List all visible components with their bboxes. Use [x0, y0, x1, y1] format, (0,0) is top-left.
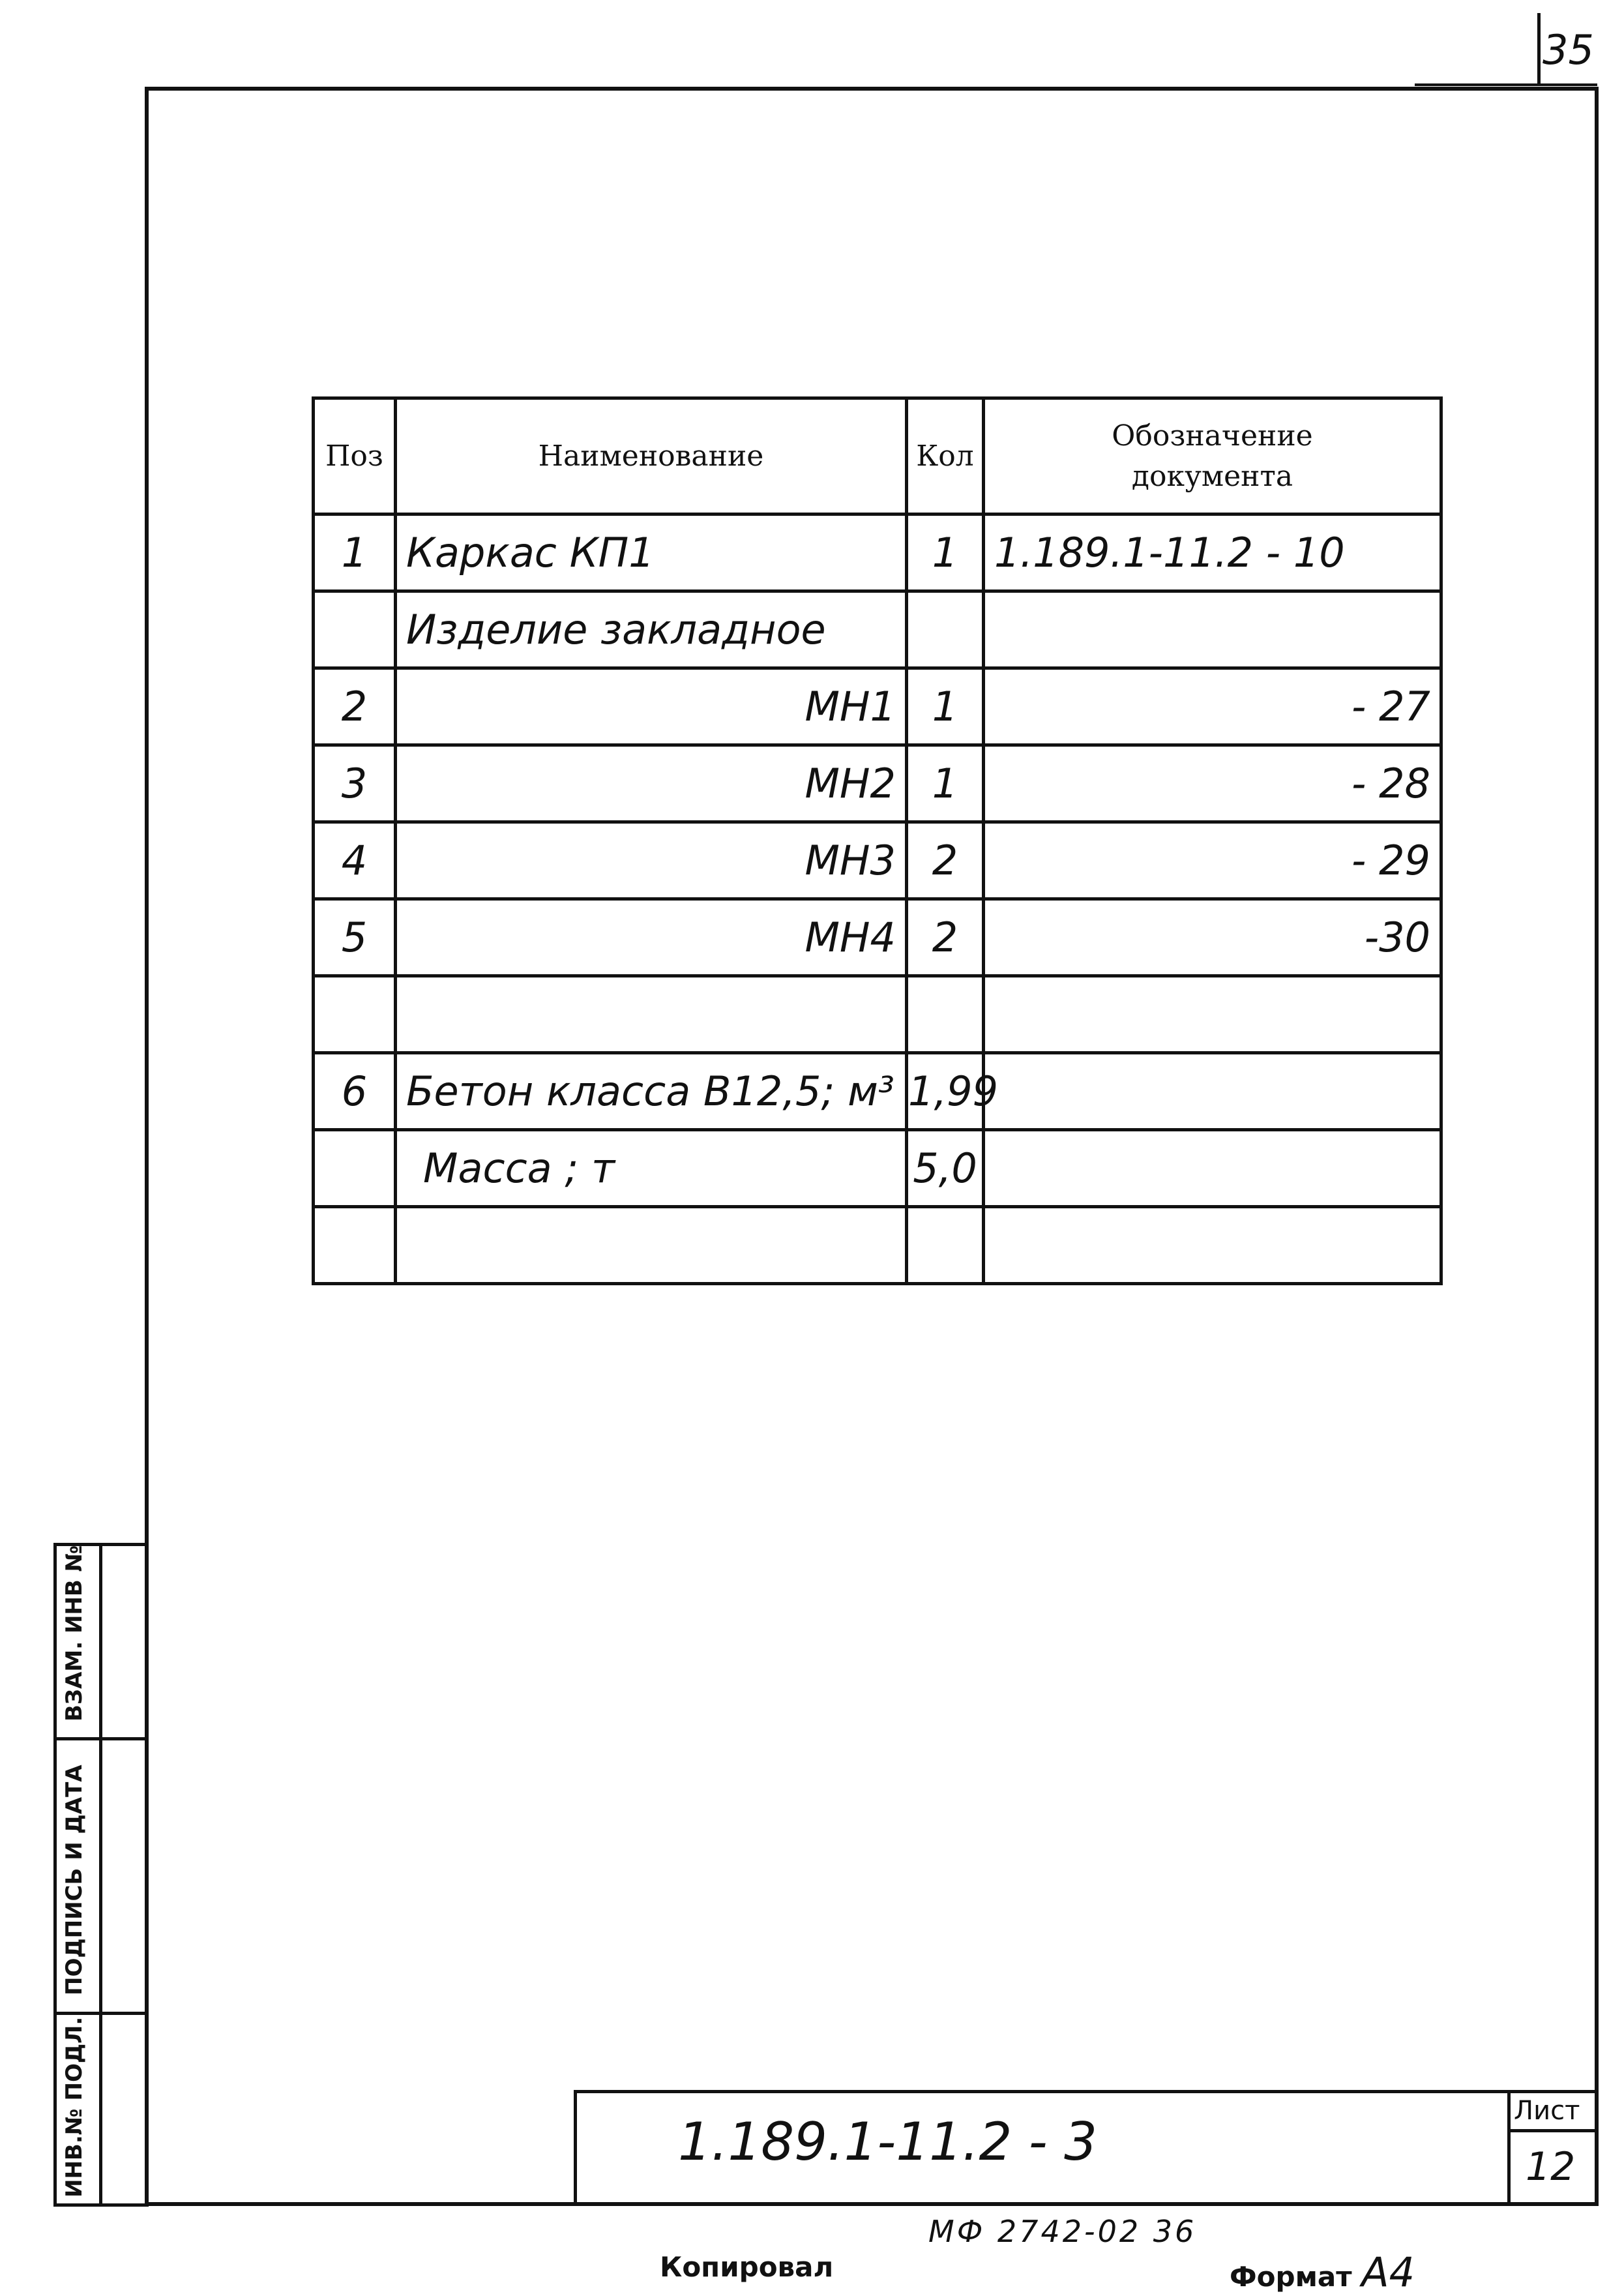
document-code: 1.189.1-11.2 - 3	[678, 2111, 1097, 2172]
header-qty: Кол	[907, 398, 984, 514]
row-pos	[314, 1130, 396, 1207]
format-field	[1230, 2248, 1415, 2296]
row-qty	[907, 591, 984, 668]
row-qty: 1,99	[907, 1053, 984, 1130]
sheet-number-underline	[1415, 83, 1597, 86]
side-stamp-divider	[53, 2012, 149, 2015]
format-label: Формат	[1230, 2261, 1352, 2293]
sheet-number: 35	[1543, 26, 1594, 74]
table-row	[314, 591, 1441, 668]
header-doc-line1: Обозначение	[1112, 419, 1313, 453]
sheet-box-divider	[1507, 2129, 1599, 2132]
row-pos: 6	[314, 1053, 396, 1130]
row-name	[396, 1207, 907, 1284]
row-doc: -30	[984, 899, 1441, 976]
row-pos	[314, 976, 396, 1053]
row-name: Каркас КП1	[396, 514, 907, 591]
stamp-vzam-inv: ВЗАМ. ИНВ №	[61, 1545, 87, 1722]
header-pos: Поз	[314, 398, 396, 514]
copied-label: Копировал	[660, 2251, 834, 2283]
row-qty	[907, 1207, 984, 1284]
header-name: Наименование	[396, 398, 907, 514]
row-qty: 1	[907, 745, 984, 822]
table-row	[314, 899, 1441, 976]
row-name	[396, 976, 907, 1053]
row-qty: 2	[907, 822, 984, 899]
table-row	[314, 668, 1441, 745]
row-doc	[984, 1053, 1441, 1130]
sheet-label: Лист	[1514, 2096, 1580, 2126]
table-row	[314, 745, 1441, 822]
row-doc	[984, 591, 1441, 668]
stamp-inv-podl: ИНВ.№ ПОДЛ.	[61, 2016, 87, 2198]
row-name: Бетон класса В12,5; м³	[396, 1053, 907, 1130]
table-row	[314, 976, 1441, 1053]
row-name: Масса ; т	[396, 1130, 907, 1207]
sheet-value: 12	[1526, 2144, 1576, 2190]
row-name: Изделие закладное	[396, 591, 907, 668]
row-qty: 5,0	[907, 1130, 984, 1207]
sheet-number-divider	[1537, 13, 1541, 85]
row-qty: 1	[907, 668, 984, 745]
row-qty: 2	[907, 899, 984, 976]
table-row	[314, 1207, 1441, 1284]
table-row	[314, 1130, 1441, 1207]
stamp-podpis-data: ПОДПИСЬ И ДАТА	[61, 1765, 87, 1995]
row-pos: 3	[314, 745, 396, 822]
row-doc	[984, 1130, 1441, 1207]
footer-code: МФ 2742-02 36	[928, 2214, 1197, 2249]
row-pos: 1	[314, 514, 396, 591]
specification-table	[312, 396, 1443, 1285]
header-doc-line2: документа	[1131, 459, 1293, 493]
row-doc: - 27	[984, 668, 1441, 745]
row-pos: 2	[314, 668, 396, 745]
table-header-row	[314, 398, 1441, 514]
table-row	[314, 1053, 1441, 1130]
table-row	[314, 514, 1441, 591]
row-doc	[984, 976, 1441, 1053]
row-qty	[907, 976, 984, 1053]
row-name: МН2	[396, 745, 907, 822]
row-pos: 5	[314, 899, 396, 976]
row-doc: - 28	[984, 745, 1441, 822]
row-pos	[314, 1207, 396, 1284]
row-doc: 1.189.1-11.2 - 10	[984, 514, 1441, 591]
table-row	[314, 822, 1441, 899]
row-name: МН3	[396, 822, 907, 899]
row-name: МН4	[396, 899, 907, 976]
row-qty: 1	[907, 514, 984, 591]
format-value: А4	[1361, 2248, 1415, 2296]
row-pos	[314, 591, 396, 668]
side-stamp-divider	[53, 1737, 149, 1740]
row-pos: 4	[314, 822, 396, 899]
row-doc	[984, 1207, 1441, 1284]
side-stamp-column-divider	[99, 1543, 102, 2207]
row-doc: - 29	[984, 822, 1441, 899]
row-name: МН1	[396, 668, 907, 745]
header-doc	[984, 398, 1441, 514]
